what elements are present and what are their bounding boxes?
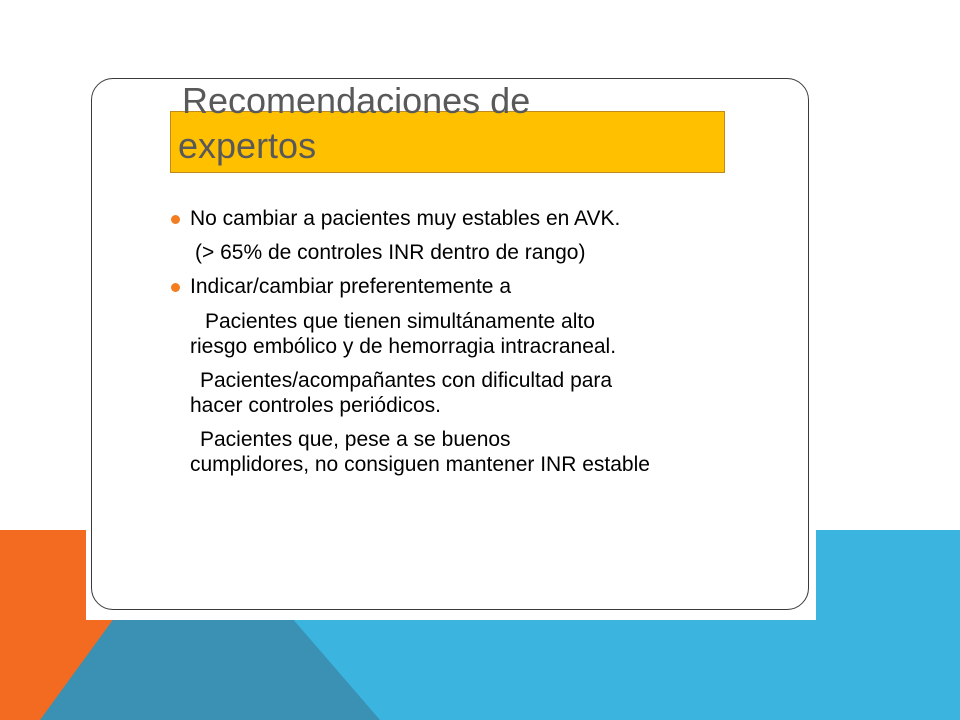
bullet-2: Indicar/cambiar preferentemente a [170, 274, 790, 299]
item-2-line-1: Pacientes/acompañantes con dificultad para [200, 369, 613, 392]
bullet-1: No cambiar a pacientes muy estables en AVK. [170, 206, 790, 231]
item-2-line-2: hacer controles periódicos. [190, 394, 441, 417]
slide-title [178, 78, 738, 168]
item-1 [170, 309, 790, 359]
item-3 [170, 427, 790, 477]
title-line-2: expertos [178, 125, 317, 166]
bullet-1-sub: (> 65% de controles INR dentro de rango) [195, 241, 586, 264]
item-3-line-1: Pacientes que, pese a se buenos [200, 428, 511, 451]
item-1-line-2: riesgo embólico y de hemorragia intracraneal. [190, 335, 617, 358]
item-2 [170, 368, 790, 418]
slide-body [170, 200, 790, 477]
title-line-1: Recomendaciones de [182, 80, 531, 121]
item-1-line-1: Pacientes que tienen simultánamente alto [205, 310, 595, 333]
item-3-line-2: cumplidores, no consiguen mantener INR estable [190, 453, 650, 476]
